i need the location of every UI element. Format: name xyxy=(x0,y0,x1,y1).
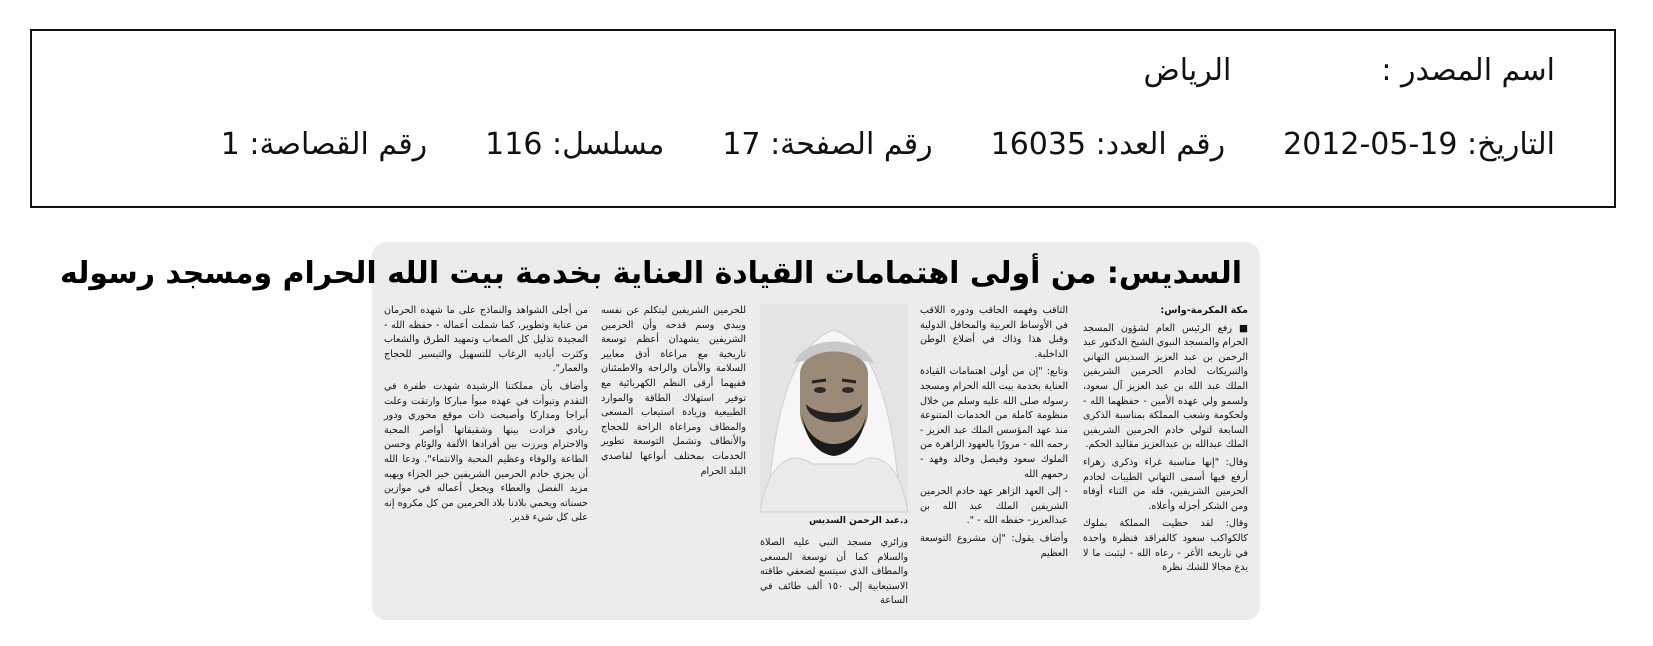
issue-value: 16035 xyxy=(990,127,1087,162)
paragraph: وتابع: "إن من أولى اهتمامات القيادة العناية بخدمة بيت الله الحرام ومسجد رسوله صلى الله عليه وسلم من خلال منظومة كاملة من الخدمات المتنوعة منذ عهد المؤسس الملك عبد العزيز - رحمه الله - مرورًا بالعهود الزاهرة من الملوك سعود وفيصل وخالد وفهد - رحمهم الله xyxy=(920,366,1068,480)
source-row xyxy=(1144,51,1555,91)
page-field xyxy=(722,125,932,165)
paragraph: وأضاف بأن مملكتنا الرشيدة شهدت طفرة في التقدم وتبوأت في عهده مبوأ مباركا وارتقت وعلت أبراجا ومداركا وأصبحت ذات موقع محوري ودور ريادي فزادت بينها وشقيقاتها أواصر المحبة والاحترام وبرزت بين أفرادها الألفة والوئام وحسن الطاعة والوفاء وعظيم المحبة والانتماء". ودعا الله أن يجزي خادم الحرمين الشريفين خير الجزاء ويهبه مزيد الفضل والعطاء ويجعل أعماله في موازين حسناته ويحمي بلادنا بلاد الحرمين من كل مكروه إنه على كل شيء قدير. xyxy=(384,380,588,524)
serial-field xyxy=(485,125,664,165)
photo-caption: د.عبد الرحمن السديس xyxy=(809,516,908,526)
article-column-1 xyxy=(1083,304,1248,612)
paragraph: من أجلى الشواهد والنماذج على ما شهده الحرمان من عناية وتطوير، كما شملت أعماله - حفظه الله - المجيدة تذليل كل الصعاب وتمهيد الطرق والشعاب وكثرت أياديه الرغاب للتسهيل والتيسير للحجاج والعمار". xyxy=(384,305,588,375)
article-column-3 xyxy=(760,304,908,612)
clip-value: 1 xyxy=(220,127,240,162)
article-column-2 xyxy=(920,304,1068,612)
article-column-4 xyxy=(601,304,746,612)
meta-row xyxy=(221,125,1555,165)
issue-label: رقم العدد: xyxy=(1095,127,1226,162)
portrait-photo xyxy=(760,304,908,512)
source-info-box xyxy=(30,29,1616,208)
source-label: اسم المصدر : xyxy=(1381,53,1555,88)
paragraph: الثاقب وفهمه الحاقب ودوره اللاقب في الأوساط العربية والمحافل الدولية وقبل هذا وذاك في أضلاع الوطن الداخلية. xyxy=(920,305,1068,360)
portrait-image xyxy=(760,304,908,512)
page-value: 17 xyxy=(722,127,761,162)
date-label: التاريخ: xyxy=(1467,127,1555,162)
date-value: 2012-05-19 xyxy=(1283,127,1458,162)
article-columns xyxy=(384,304,1248,612)
issue-field xyxy=(991,125,1225,165)
paragraph: وأضاف يقول: "إن مشروع التوسعة العظيم xyxy=(920,532,1068,559)
paragraph: ■ رفع الرئيس العام لشؤون المسجد الحرام والمسجد النبوي الشيخ الدكتور عبد الرحمن بن عبد العزيز السديس التهاني والتبريكات لخادم الحرمين الشريفين الملك عبد الله بن عبد العزيز آل سعود، ولسمو ولي عهده الأمين - حفظهما الله - ولحكومة وشعب المملكة بمناسبة الذكرى السابعة لتولي خادم الحرمين الشريفين الملك عبدالله بن عبدالعزيز مقاليد الحكم. xyxy=(1083,322,1248,451)
page-label: رقم الصفحة: xyxy=(770,127,933,162)
paragraph: وقال: "إنها مناسبة غراء وذكرى زهراء أرفع فيها أسمى التهاني الطيبات لخادم الحرمين الشريفين، فله من الثناء أوفاه ومن الشكر أجزله وأعلاه. xyxy=(1083,456,1248,512)
serial-label: مسلسل: xyxy=(551,127,665,162)
serial-value: 116 xyxy=(485,127,543,162)
paragraph: - إلى العهد الزاهر عهد خادم الحرمين الشريفين الملك عبد الله بن عبدالعزيز- حفظه الله - ". xyxy=(920,486,1068,527)
article-column-5 xyxy=(384,304,588,612)
article-headline: السديس: من أولى اهتمامات القيادة العناية بخدمة بيت الله الحرام ومسجد رسوله xyxy=(59,256,1242,291)
paragraph: وقال: لقد حظيت المملكة بملوك كالكواكب سعود كالفراقد فنظرة واحدة في تاريخه الأغر - رعاه الله - ليثبت ما لا يدع مجالا للشك نظرة xyxy=(1083,518,1248,574)
source-value: الرياض xyxy=(1143,53,1232,88)
date-field xyxy=(1283,125,1555,165)
clip-field xyxy=(221,125,427,165)
clip-label: رقم القصاصة: xyxy=(249,127,428,162)
paragraph: للحرمين الشريفين ليتكلم عن نفسه ويبدي وسم قدحه وأن الحرمين الشريفين يشهدان أعظم توسعة تاريخية مع مراعاة أدق معايير السلامة والأمان والراحة والاطمئنان ففيهما أرقى النظم الكهربائية مع توفير استهلاك الطاقة والموارد الطبيعية وزيادة استيعاب المسعى والمطاف ومراعاة الراحة للحجاج والأنطاف وتشمل التوسعة تطوير الخدمات بمختلف أنواعها لقاصدي البلد الحرام xyxy=(601,305,746,477)
article-dateline: مكة المكرمة-واس: xyxy=(1160,305,1248,316)
paragraph: وزائري مسجد النبي عليه الصلاة والسلام كما أن توسعة المسعى والمطاف الذي سيتسع لضعفي طاقته الاستيعابية إلى ١٥٠ ألف طائف في الساعة xyxy=(760,537,908,607)
newspaper-clipping xyxy=(59,242,1260,620)
